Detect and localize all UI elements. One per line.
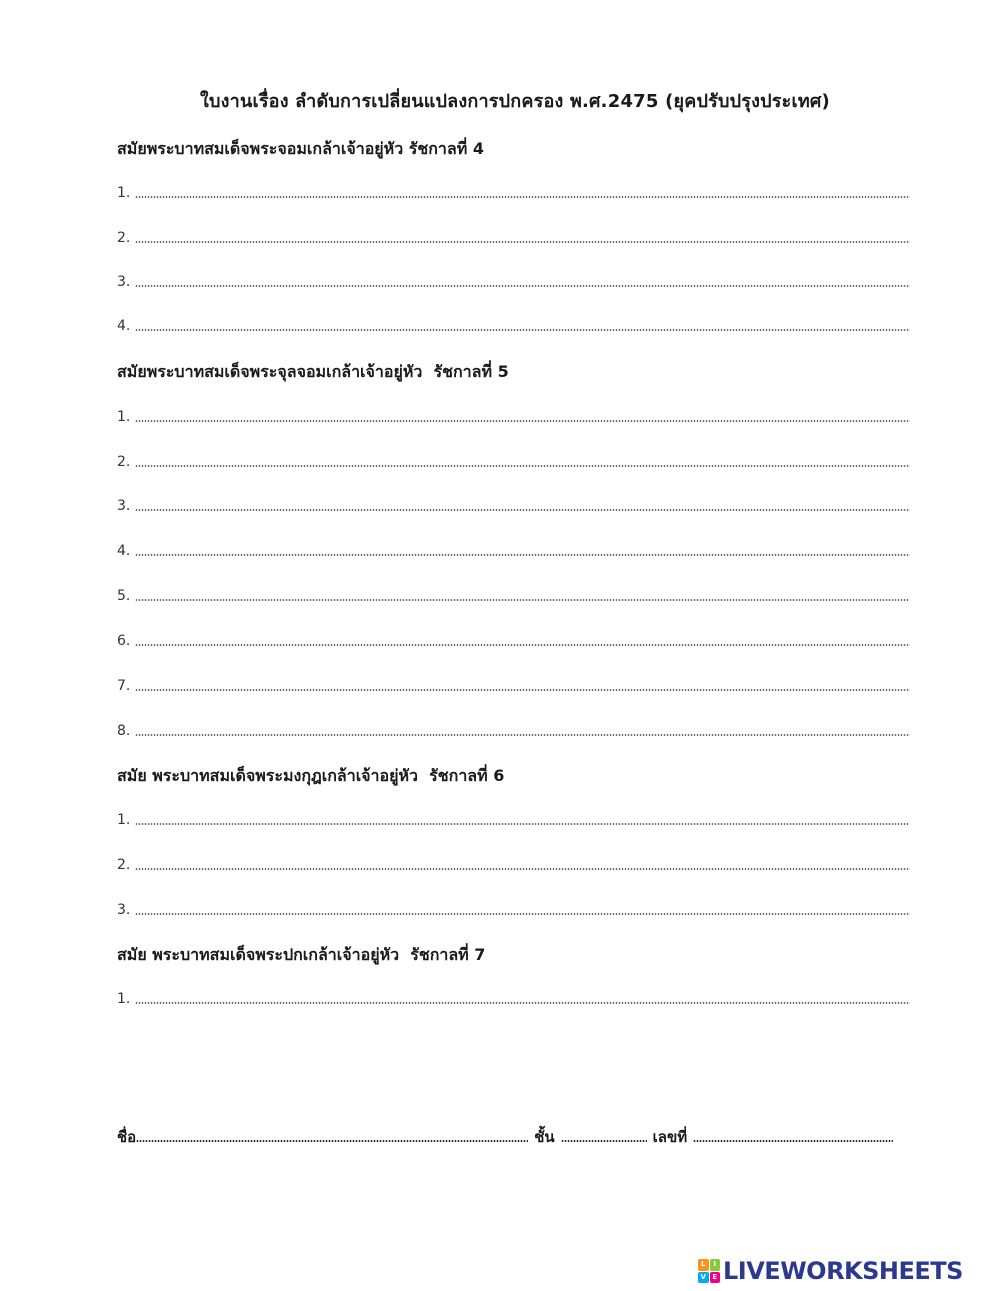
class-label: ชั้น	[534, 1128, 555, 1146]
dotted-answer-blank[interactable]	[135, 329, 910, 331]
item-number: 3.	[117, 498, 131, 514]
dotted-answer-blank[interactable]	[135, 509, 910, 511]
worksheet-title: ใบงานเรื่อง ลำดับการเปลี่ยนแปลงการปกครอง พ.ศ.2475 (ยุคปรับปรุงประเทศ)	[200, 91, 830, 112]
answer-line[interactable]	[117, 674, 910, 694]
section-heading-rama-7: สมัย พระบาทสมเด็จพระปกเกล้าเจ้าอยู่หัว รัชกาลที่ 7	[117, 945, 486, 964]
item-number: 2.	[117, 230, 131, 246]
number-label: เลขที่	[652, 1128, 688, 1146]
answer-line[interactable]	[117, 808, 910, 828]
dotted-answer-blank[interactable]	[135, 644, 910, 646]
item-number: 1.	[117, 812, 131, 828]
answer-line[interactable]	[117, 314, 910, 334]
dotted-answer-blank[interactable]	[135, 241, 910, 243]
item-number: 1.	[117, 991, 131, 1007]
answer-line[interactable]	[117, 539, 910, 559]
dotted-answer-blank[interactable]	[135, 689, 910, 691]
dotted-answer-blank[interactable]	[135, 868, 910, 870]
item-number: 1.	[117, 409, 131, 425]
dotted-answer-blank[interactable]	[135, 913, 910, 915]
answer-line[interactable]	[117, 270, 910, 290]
logo-mark-letter: L	[698, 1259, 709, 1271]
answer-line[interactable]	[117, 898, 910, 918]
section-heading-rama-5: สมัยพระบาทสมเด็จพระจุลจอมเกล้าเจ้าอยู่หัว รัชกาลที่ 5	[117, 362, 509, 381]
answer-line[interactable]	[117, 987, 910, 1007]
section-heading-rama-4: สมัยพระบาทสมเด็จพระจอมเกล้าเจ้าอยู่หัว รัชกาลที่ 4	[117, 139, 484, 158]
item-number: 4.	[117, 543, 131, 559]
dotted-answer-blank[interactable]	[135, 734, 910, 736]
dotted-answer-blank[interactable]	[135, 285, 910, 287]
number-blank[interactable]	[693, 1140, 893, 1142]
item-number: 2.	[117, 454, 131, 470]
answer-line[interactable]	[117, 719, 910, 739]
answer-line[interactable]	[117, 584, 910, 604]
answer-line[interactable]	[117, 181, 910, 201]
item-number: 1.	[117, 185, 131, 201]
name-blank[interactable]	[136, 1140, 528, 1142]
dotted-answer-blank[interactable]	[135, 554, 910, 556]
logo-mark-letter: E	[710, 1272, 721, 1284]
logo-mark-letter: V	[698, 1272, 709, 1284]
item-number: 6.	[117, 633, 131, 649]
item-number: 8.	[117, 723, 131, 739]
liveworksheets-mark-icon	[698, 1259, 720, 1283]
answer-line[interactable]	[117, 450, 910, 470]
logo-mark-letter: I	[710, 1259, 721, 1271]
item-number: 4.	[117, 318, 131, 334]
liveworksheets-logo	[698, 1257, 963, 1285]
section-heading-rama-6: สมัย พระบาทสมเด็จพระมงกุฎเกล้าเจ้าอยู่หัว รัชกาลที่ 6	[117, 766, 505, 785]
dotted-answer-blank[interactable]	[135, 196, 910, 198]
item-number: 2.	[117, 857, 131, 873]
dotted-answer-blank[interactable]	[135, 823, 910, 825]
dotted-answer-blank[interactable]	[135, 599, 910, 601]
class-blank[interactable]	[561, 1140, 647, 1142]
answer-line[interactable]	[117, 226, 910, 246]
name-label: ชื่อ	[117, 1128, 137, 1146]
item-number: 3.	[117, 902, 131, 918]
student-info-row	[117, 1124, 907, 1146]
item-number: 7.	[117, 678, 131, 694]
dotted-answer-blank[interactable]	[135, 465, 910, 467]
answer-line[interactable]	[117, 853, 910, 873]
answer-line[interactable]	[117, 405, 910, 425]
answer-line[interactable]	[117, 629, 910, 649]
dotted-answer-blank[interactable]	[135, 1002, 910, 1004]
item-number: 5.	[117, 588, 131, 604]
dotted-answer-blank[interactable]	[135, 420, 910, 422]
answer-line[interactable]	[117, 494, 910, 514]
logo-text: LIVEWORKSHEETS	[723, 1257, 963, 1285]
item-number: 3.	[117, 274, 131, 290]
